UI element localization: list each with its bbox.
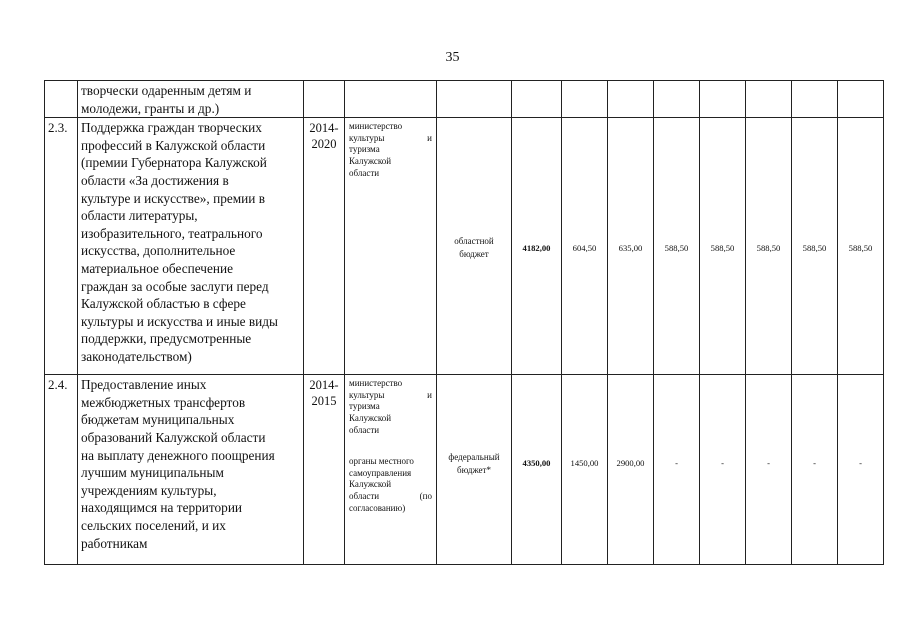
table-row bbox=[45, 118, 884, 375]
year-value-cell: - bbox=[654, 375, 700, 565]
year-value-cell: - bbox=[700, 375, 746, 565]
year-value-cell: - bbox=[746, 375, 792, 565]
executor-word: и bbox=[427, 389, 432, 400]
year-value-cell: 588,50 bbox=[746, 118, 792, 375]
funding-source-cell: областной бюджет bbox=[437, 118, 512, 375]
executor-word: и bbox=[427, 132, 432, 143]
period-cell: 2014- 2020 bbox=[304, 118, 345, 375]
year-value-cell: 588,50 bbox=[838, 118, 884, 375]
year-value-cell: - bbox=[838, 375, 884, 565]
row-number: 2.3. bbox=[45, 118, 78, 375]
page-number: 35 bbox=[445, 50, 460, 65]
year-value-cell: 1450,00 bbox=[562, 375, 608, 565]
executor-cell: министерство культуры и туризма Калужской области bbox=[345, 118, 437, 375]
year-value-cell: 604,50 bbox=[562, 118, 608, 375]
executor-word: области bbox=[349, 490, 380, 501]
measure-name-cell: Предоставление иных межбюджетных трансфертов бюджетам муниципальных образований Калужской области на выплату денежного поощрения лучшим муниципальным учреждениям культуры, находящимся на территории сельских поселений, и их работникам bbox=[78, 375, 304, 565]
continuation-row bbox=[45, 81, 884, 118]
funding-source-cell: федеральный бюджет* bbox=[437, 375, 512, 565]
executor-word: культуры bbox=[349, 132, 385, 143]
year-value-cell: 588,50 bbox=[792, 118, 838, 375]
executor-word: (по bbox=[419, 490, 432, 501]
year-value-cell: 635,00 bbox=[608, 118, 654, 375]
budget-table bbox=[44, 80, 884, 565]
year-value-cell: 588,50 bbox=[700, 118, 746, 375]
executor-word: культуры bbox=[349, 389, 385, 400]
number-cell bbox=[45, 81, 78, 118]
period-cell: 2014- 2015 bbox=[304, 375, 345, 565]
total-cell: 4350,00 bbox=[512, 375, 562, 565]
measure-name-cell: Поддержка граждан творческих профессий в Калужской области (премии Губернатора Калужской области «За достижения в культуре и искусстве», премии в области литературы, изобразительного, театрального искусства, дополнительное материальное обеспечение граждан за особые заслуги перед Калужской областью в сфере культуры и искусства и иные виды поддержки, предусмотренные законодательством) bbox=[78, 118, 304, 375]
total-cell: 4182,00 bbox=[512, 118, 562, 375]
table-row bbox=[45, 375, 884, 565]
row-number: 2.4. bbox=[45, 375, 78, 565]
measure-name-cell: творчески одаренным детям и молодежи, гранты и др.) bbox=[78, 81, 304, 118]
year-value-cell: 2900,00 bbox=[608, 375, 654, 565]
year-value-cell: 588,50 bbox=[654, 118, 700, 375]
year-value-cell: - bbox=[792, 375, 838, 565]
executor-cell: министерство культуры и туризма Калужской области органы местного самоуправления Калужской области (по согласованию) bbox=[345, 375, 437, 565]
